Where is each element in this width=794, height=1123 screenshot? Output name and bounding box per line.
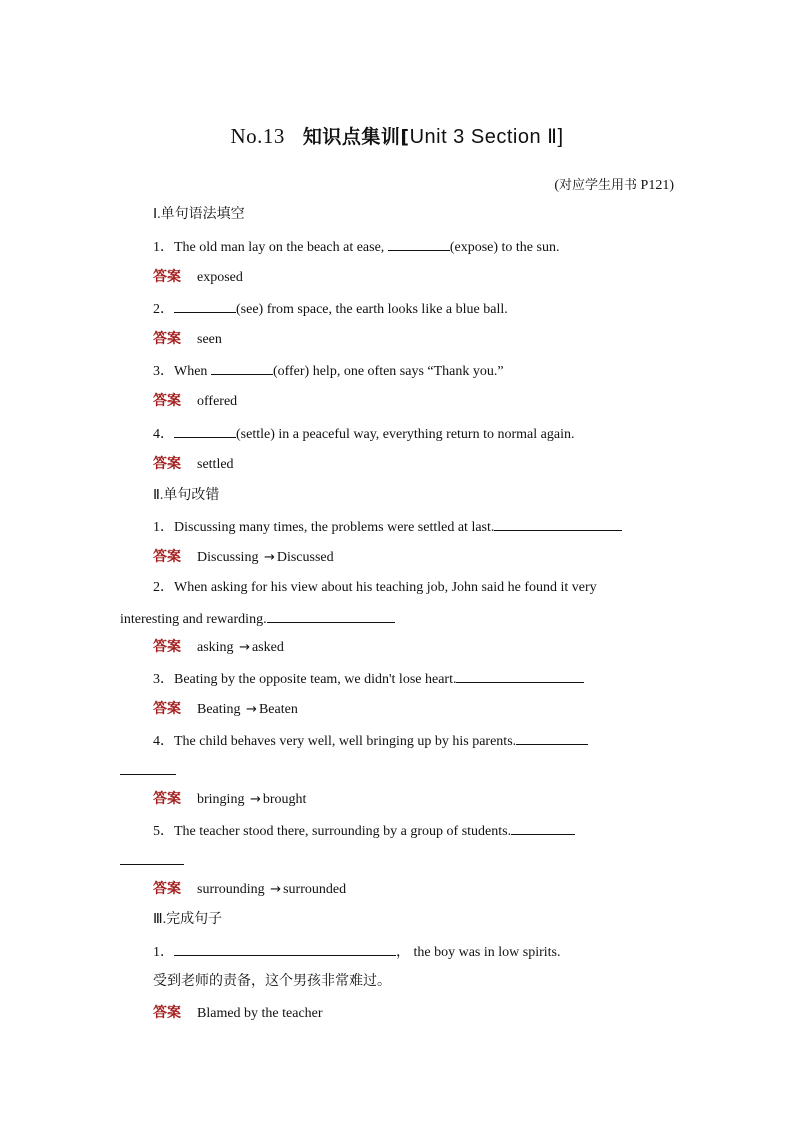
answer-blank[interactable] [511, 820, 575, 835]
answer-wrong: bringing [197, 792, 245, 807]
question-text: ， the boy was in low spirits. [396, 945, 561, 960]
s3-question-1-cn [153, 971, 391, 991]
s1-answer-3 [153, 391, 237, 412]
answer-blank[interactable] [174, 423, 236, 438]
question-number: 1． [153, 520, 174, 535]
s2-question-4 [153, 730, 588, 752]
answer-right: asked [251, 640, 284, 655]
s1-question-2 [153, 298, 508, 320]
question-number: 2． [153, 580, 174, 595]
question-text: (settle) in a peaceful way, everything return to normal again. [236, 427, 575, 442]
answer-right: Beaten [258, 702, 298, 717]
arrow-icon: → [239, 640, 250, 655]
answer-label: 答案 [153, 639, 181, 655]
answer-wrong: asking [197, 640, 234, 655]
question-text: (offer) help, one often says “Thank you.” [272, 364, 504, 379]
answer-label: 答案 [153, 881, 181, 897]
answer-label: 答案 [153, 791, 181, 807]
s3-question-1 [153, 941, 561, 963]
question-number: 4． [153, 427, 174, 442]
question-text: The teacher stood there, surrounding by a group of students. [174, 824, 512, 839]
answer-label: 答案 [153, 393, 181, 409]
answer-text: seen [197, 332, 222, 347]
answer-wrong: Beating [197, 702, 241, 717]
question-number: 3． [153, 672, 174, 687]
answer-wrong: Discussing [197, 550, 259, 565]
title-number: No.13 [230, 124, 285, 148]
s2-answer-4 [153, 789, 306, 810]
section-2-title: 单句改错 [163, 487, 220, 503]
question-number: 3． [153, 364, 174, 379]
answer-right: Discussed [276, 550, 334, 565]
answer-blank[interactable] [456, 668, 584, 683]
s2-question-3 [153, 668, 584, 690]
s1-answer-1 [153, 267, 243, 288]
s2-answer-5 [153, 879, 346, 900]
ref-page: P121) [637, 178, 674, 193]
question-text: Discussing many times, the problems were settled at last. [174, 520, 495, 535]
question-text: (expose) to the sun. [449, 240, 560, 255]
s3-answer-1 [153, 1003, 323, 1024]
title-unit: Unit 3 Section Ⅱ] [409, 126, 564, 148]
arrow-icon: → [246, 702, 257, 717]
answer-right: brought [262, 792, 307, 807]
s1-answer-4 [153, 454, 234, 475]
arrow-icon: → [249, 792, 261, 807]
question-number: 1． [153, 945, 174, 960]
answer-blank[interactable] [516, 730, 588, 745]
s2-question-5 [153, 820, 575, 842]
section-1-title: 单句语法填空 [160, 206, 245, 222]
s1-question-3 [153, 360, 504, 382]
answer-text: offered [197, 394, 238, 409]
s2-answer-3 [153, 699, 298, 720]
answer-label: 答案 [153, 456, 181, 472]
s2-answer-1 [153, 547, 334, 568]
s2-question-4-cont [120, 760, 176, 782]
section-1-num: Ⅰ. [153, 207, 161, 222]
chinese-prompt: 受到老师的责备，这个男孩非常难过。 [153, 973, 391, 989]
answer-blank[interactable] [388, 236, 450, 251]
title-cn: 知识点集训[ [302, 126, 410, 148]
answer-wrong: surrounding [197, 882, 265, 897]
section-3-num: Ⅲ. [153, 912, 167, 927]
question-text: When [174, 364, 211, 379]
question-text: The child behaves very well, well bringing up by his parents. [174, 734, 517, 749]
section-3-title: 完成句子 [166, 911, 223, 927]
s2-question-1 [153, 516, 622, 538]
question-text: The old man lay on the beach at ease, [174, 240, 388, 255]
answer-blank[interactable] [267, 608, 395, 623]
answer-blank[interactable] [174, 298, 236, 313]
answer-label: 答案 [153, 269, 181, 285]
answer-blank-cont[interactable] [120, 850, 184, 865]
answer-label: 答案 [153, 701, 181, 717]
answer-right: surrounded [283, 882, 347, 897]
page-reference [554, 174, 674, 194]
s1-answer-2 [153, 329, 222, 350]
question-text: When asking for his view about his teaching job, John said he found it very [174, 580, 597, 595]
s2-question-2-cont [120, 608, 395, 630]
answer-label: 答案 [153, 549, 181, 565]
answer-label: 答案 [153, 1005, 181, 1021]
s2-question-2 [153, 578, 597, 598]
arrow-icon: → [263, 550, 275, 565]
question-number: 5． [153, 824, 174, 839]
answer-blank[interactable] [211, 360, 273, 375]
question-number: 2． [153, 302, 174, 317]
section-2-heading [153, 485, 219, 506]
question-text: interesting and rewarding. [120, 612, 267, 627]
question-number: 1． [153, 240, 174, 255]
answer-blank[interactable] [494, 516, 622, 531]
ref-paren: ( [554, 178, 560, 193]
ref-book: 对应学生用书 [559, 178, 638, 193]
section-2-num: Ⅱ. [153, 488, 164, 503]
answer-blank-cont[interactable] [120, 760, 176, 775]
answer-blank[interactable] [174, 941, 396, 956]
answer-label: 答案 [153, 331, 181, 347]
section-3-heading [153, 909, 222, 930]
s1-question-4 [153, 423, 574, 445]
question-number: 4． [153, 734, 174, 749]
answer-text: Blamed by the teacher [197, 1006, 323, 1021]
question-text: Beating by the opposite team, we didn't lose heart. [174, 672, 457, 687]
s2-question-5-cont [120, 850, 184, 872]
answer-text: settled [197, 457, 234, 472]
arrow-icon: → [270, 882, 282, 897]
section-1-heading [153, 204, 245, 225]
page-title [0, 122, 794, 149]
question-text: (see) from space, the earth looks like a blue ball. [236, 302, 508, 317]
s2-answer-2 [153, 637, 284, 658]
answer-text: exposed [197, 270, 243, 285]
s1-question-1 [153, 236, 559, 258]
